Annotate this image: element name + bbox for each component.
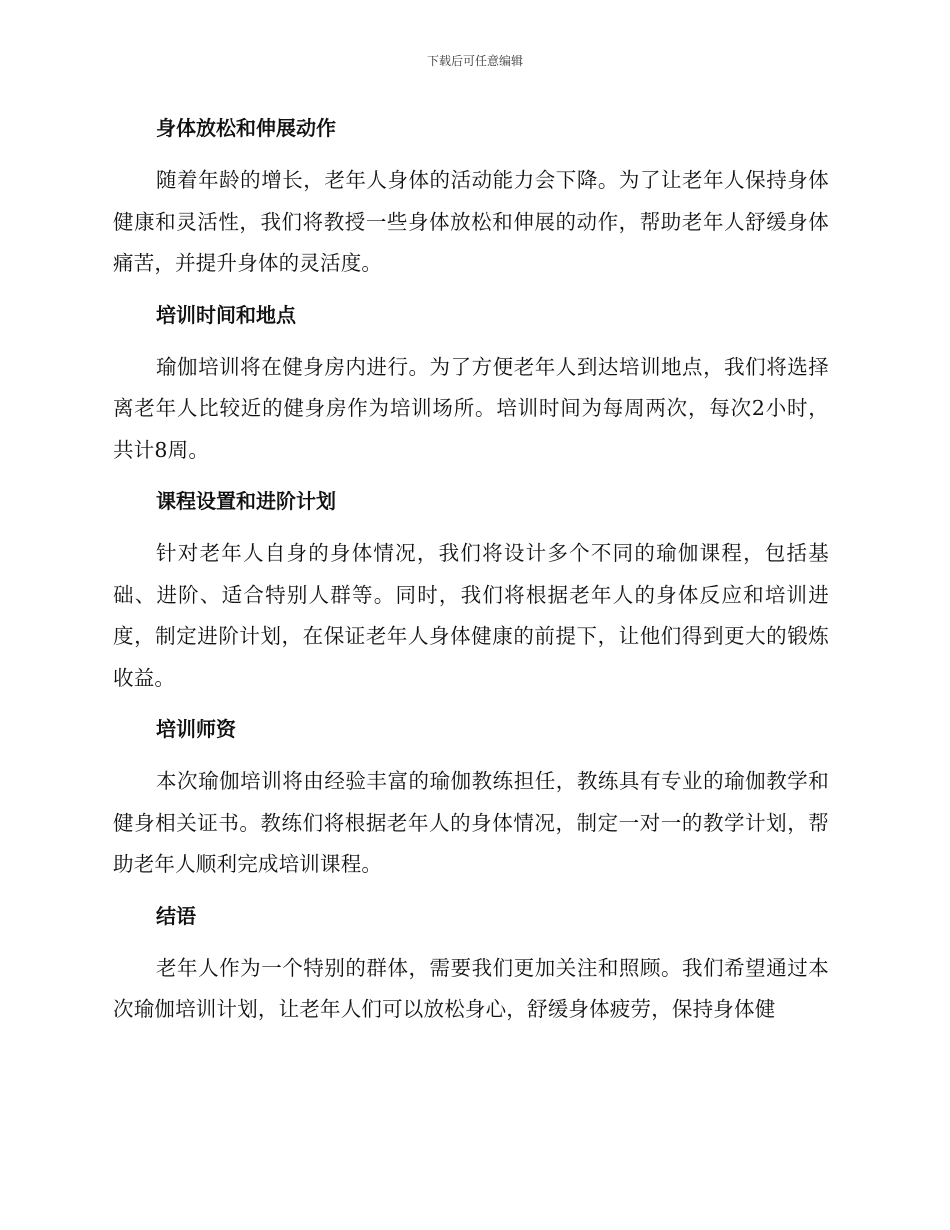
section-paragraph: 本次瑜伽培训将由经验丰富的瑜伽教练担任，教练具有专业的瑜伽教学和健身相关证书。教练们将根据老年人的身体情况，制定一对一的教学计划，帮助老年人顺利完成培训课程。	[113, 769, 829, 876]
section-instructors	[113, 709, 829, 886]
section-time-location	[113, 295, 829, 472]
section-heading: 课程设置和进阶计划	[156, 489, 336, 513]
section-heading: 培训师资	[156, 717, 236, 741]
section-heading: 身体放松和伸展动作	[156, 116, 336, 140]
section-paragraph: 随着年龄的增长，老年人身体的活动能力会下降。为了让老年人保持身体健康和灵活性，我们将教授一些身体放松和伸展的动作，帮助老年人舒缓身体痛苦，并提升身体的灵活度。	[113, 168, 829, 275]
section-relaxation	[113, 108, 829, 285]
section-conclusion	[113, 896, 829, 1031]
section-paragraph: 瑜伽培训将在健身房内进行。为了方便老年人到达培训地点，我们将选择离老年人比较近的健身房作为培训场所。培训时间为每周两次，每次2小时，共计8周。	[113, 354, 829, 462]
section-paragraph: 老年人作为一个特别的群体，需要我们更加关注和照顾。我们希望通过本次瑜伽培训计划，让老年人们可以放松身心，舒缓身体疲劳，保持身体健	[113, 955, 829, 1021]
document-body	[113, 108, 829, 1041]
section-heading: 培训时间和地点	[156, 302, 296, 327]
section-paragraph: 针对老年人自身的身体情况，我们将设计多个不同的瑜伽课程，包括基础、进阶、适合特别人群等。同时，我们将根据老年人的身体反应和培训进度，制定进阶计划，在保证老年人身体健康的前提下，让他们得到更大的锻炼收益。	[113, 541, 829, 690]
section-curriculum	[113, 481, 829, 699]
page-header-note: 下载后可任意编辑	[426, 54, 523, 68]
section-heading: 结语	[156, 903, 196, 928]
